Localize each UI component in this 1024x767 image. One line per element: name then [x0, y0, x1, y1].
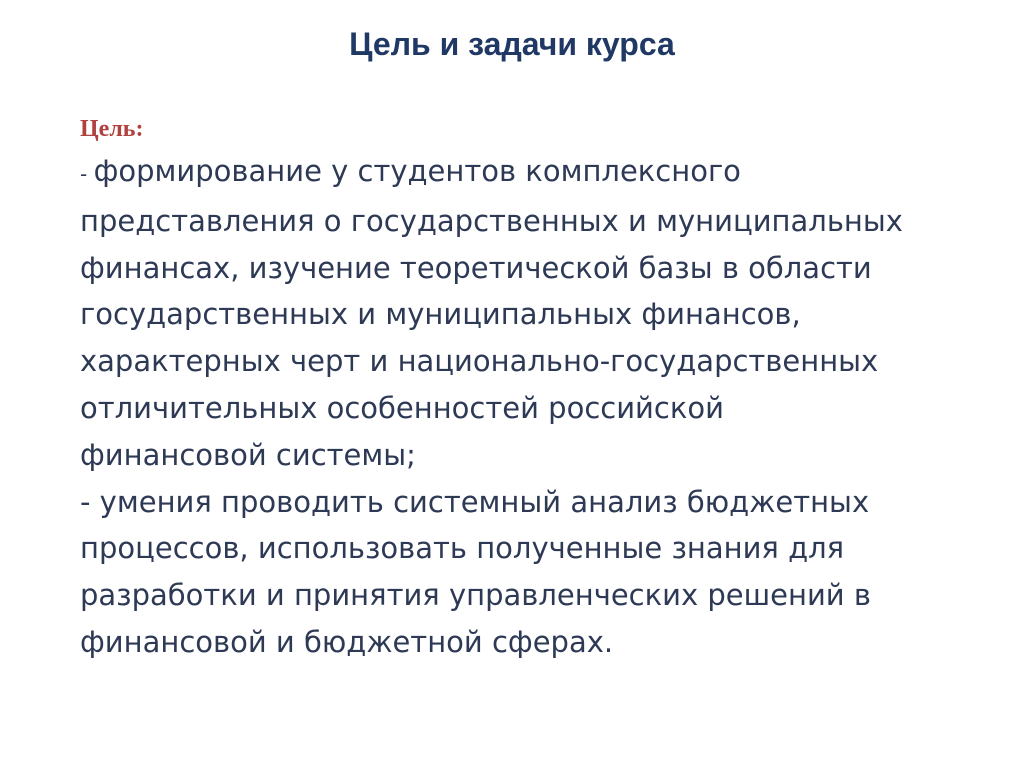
goal-line-2: представления о государственных и муниципальных — [80, 203, 903, 238]
goal-line-10: разработки и принятия управленческих решений в — [80, 578, 871, 613]
goal-line-5: характерных черт и национально-государственных — [80, 344, 879, 379]
goal-line-3: финансах, изучение теоретической базы в области — [80, 250, 872, 285]
goal-line-1 — [80, 148, 1000, 198]
goal-line-6: отличительных особенностей российской — [80, 390, 724, 425]
goal-line-4: государственных и муниципальных финансов, — [80, 297, 801, 332]
goal-line-text: формирование у студентов комплексного — [93, 154, 741, 188]
goal-line-8: - умения проводить системный анализ бюджетных — [80, 484, 870, 519]
goal-line-9: процессов, использовать полученные знания для — [80, 531, 845, 566]
goal-line-7: финансовой системы; — [80, 437, 416, 472]
goal-line-11: финансовой и бюджетной сферах. — [80, 624, 614, 659]
slide-title: Цель и задачи курса — [349, 26, 675, 62]
goal-section — [80, 110, 1000, 666]
goal-label: Цель: — [80, 116, 144, 142]
bullet-dash: - — [80, 162, 94, 186]
goal-text — [80, 148, 1000, 666]
